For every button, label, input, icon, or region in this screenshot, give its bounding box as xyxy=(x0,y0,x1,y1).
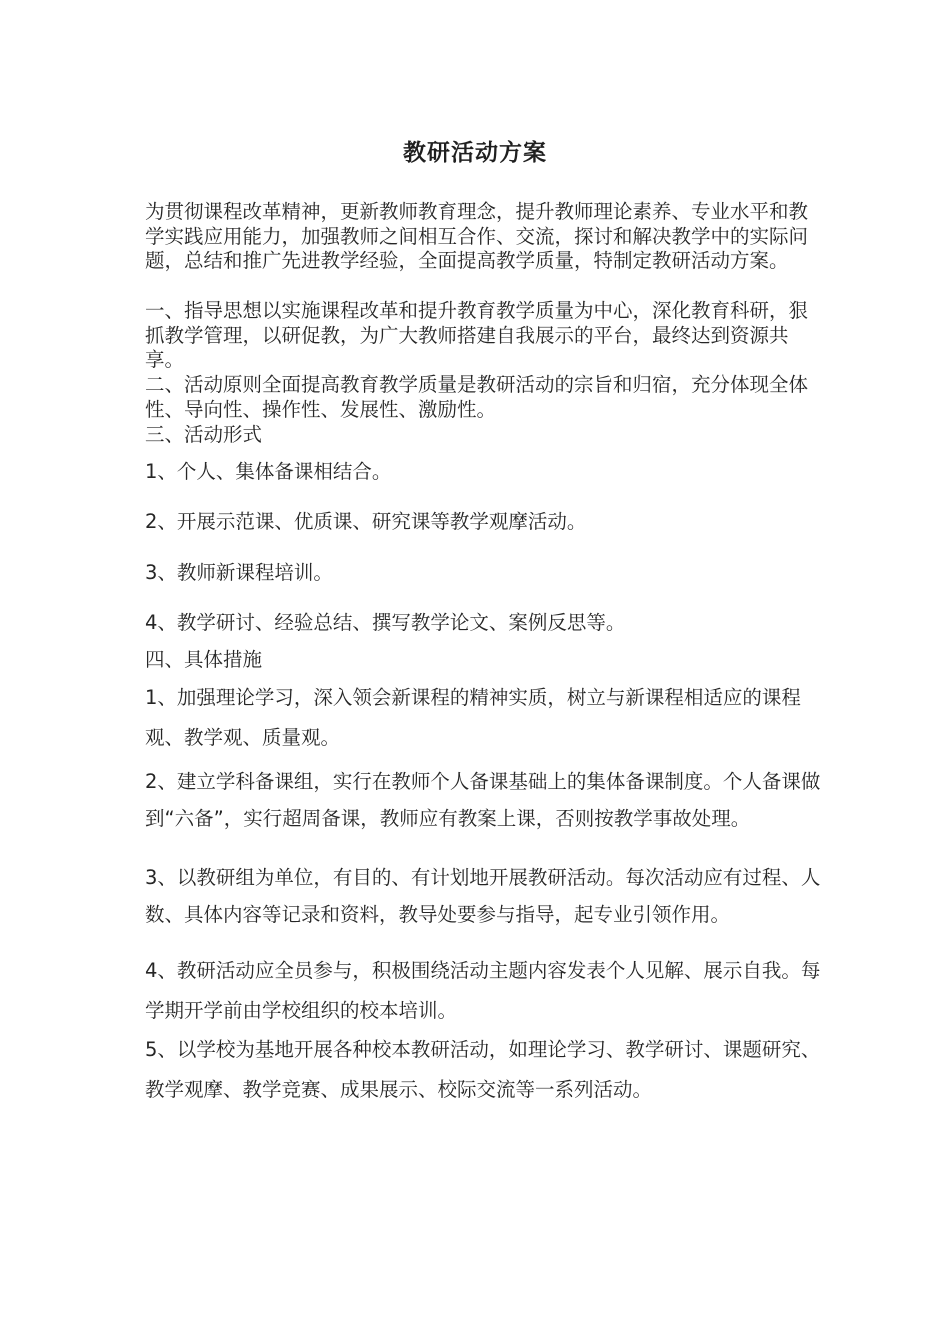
section-measures-heading: 四、具体措施 xyxy=(145,648,263,671)
section-guiding-ideology: 一、指导思想以实施课程改革和提升教育教学质量为中心，深化教育科研，狠抓教学管理，以研促教，为广大教师搭建自我展示的平台，最终达到资源共享。 xyxy=(145,299,809,371)
form-item: 3、教师新课程培训。 xyxy=(145,561,333,584)
measure-item: 2、建立学科备课组，实行在教师个人备课基础上的集体备课制度。个人备课做到“六备”，实行超周备课，教师应有教案上课，否则按教学事故处理。 xyxy=(145,770,821,830)
form-item: 1、个人、集体备课相结合。 xyxy=(145,460,392,483)
measure-item: 3、以教研组为单位，有目的、有计划地开展教研活动。每次活动应有过程、人数、具体内容等记录和资料，教导处要参与指导，起专业引领作用。 xyxy=(145,866,821,926)
form-item: 2、开展示范课、优质课、研究课等教学观摩活动。 xyxy=(145,510,587,533)
measure-item: 5、以学校为基地开展各种校本教研活动，如理论学习、教学研讨、课题研究、教学观摩、教学竞赛、成果展示、校际交流等一系列活动。 xyxy=(145,1038,821,1101)
section-activity-forms-heading: 三、活动形式 xyxy=(145,423,263,446)
measure-item: 4、教研活动应全员参与，积极围绕活动主题内容发表个人见解、展示自我。每学期开学前由学校组织的校本培训。 xyxy=(145,959,821,1022)
document-title: 教研活动方案 xyxy=(403,139,547,166)
form-item: 4、教学研讨、经验总结、撰写教学论文、案例反思等。 xyxy=(145,611,626,634)
measure-item: 1、加强理论学习，深入领会新课程的精神实质，树立与新课程相适应的课程观、教学观、质量观。 xyxy=(145,686,801,749)
section-activity-principles: 二、活动原则全面提高教育教学质量是教研活动的宗旨和归宿，充分体现全体性、导向性、操作性、发展性、激励性。 xyxy=(145,373,809,421)
intro-paragraph: 为贯彻课程改革精神，更新教师教育理念，提升教师理论素养、专业水平和教学实践应用能力，加强教师之间相互合作、交流，探讨和解决教学中的实际问题，总结和推广先进教学经验，全面提高教学质量，特制定教研活动方案。 xyxy=(145,200,809,272)
